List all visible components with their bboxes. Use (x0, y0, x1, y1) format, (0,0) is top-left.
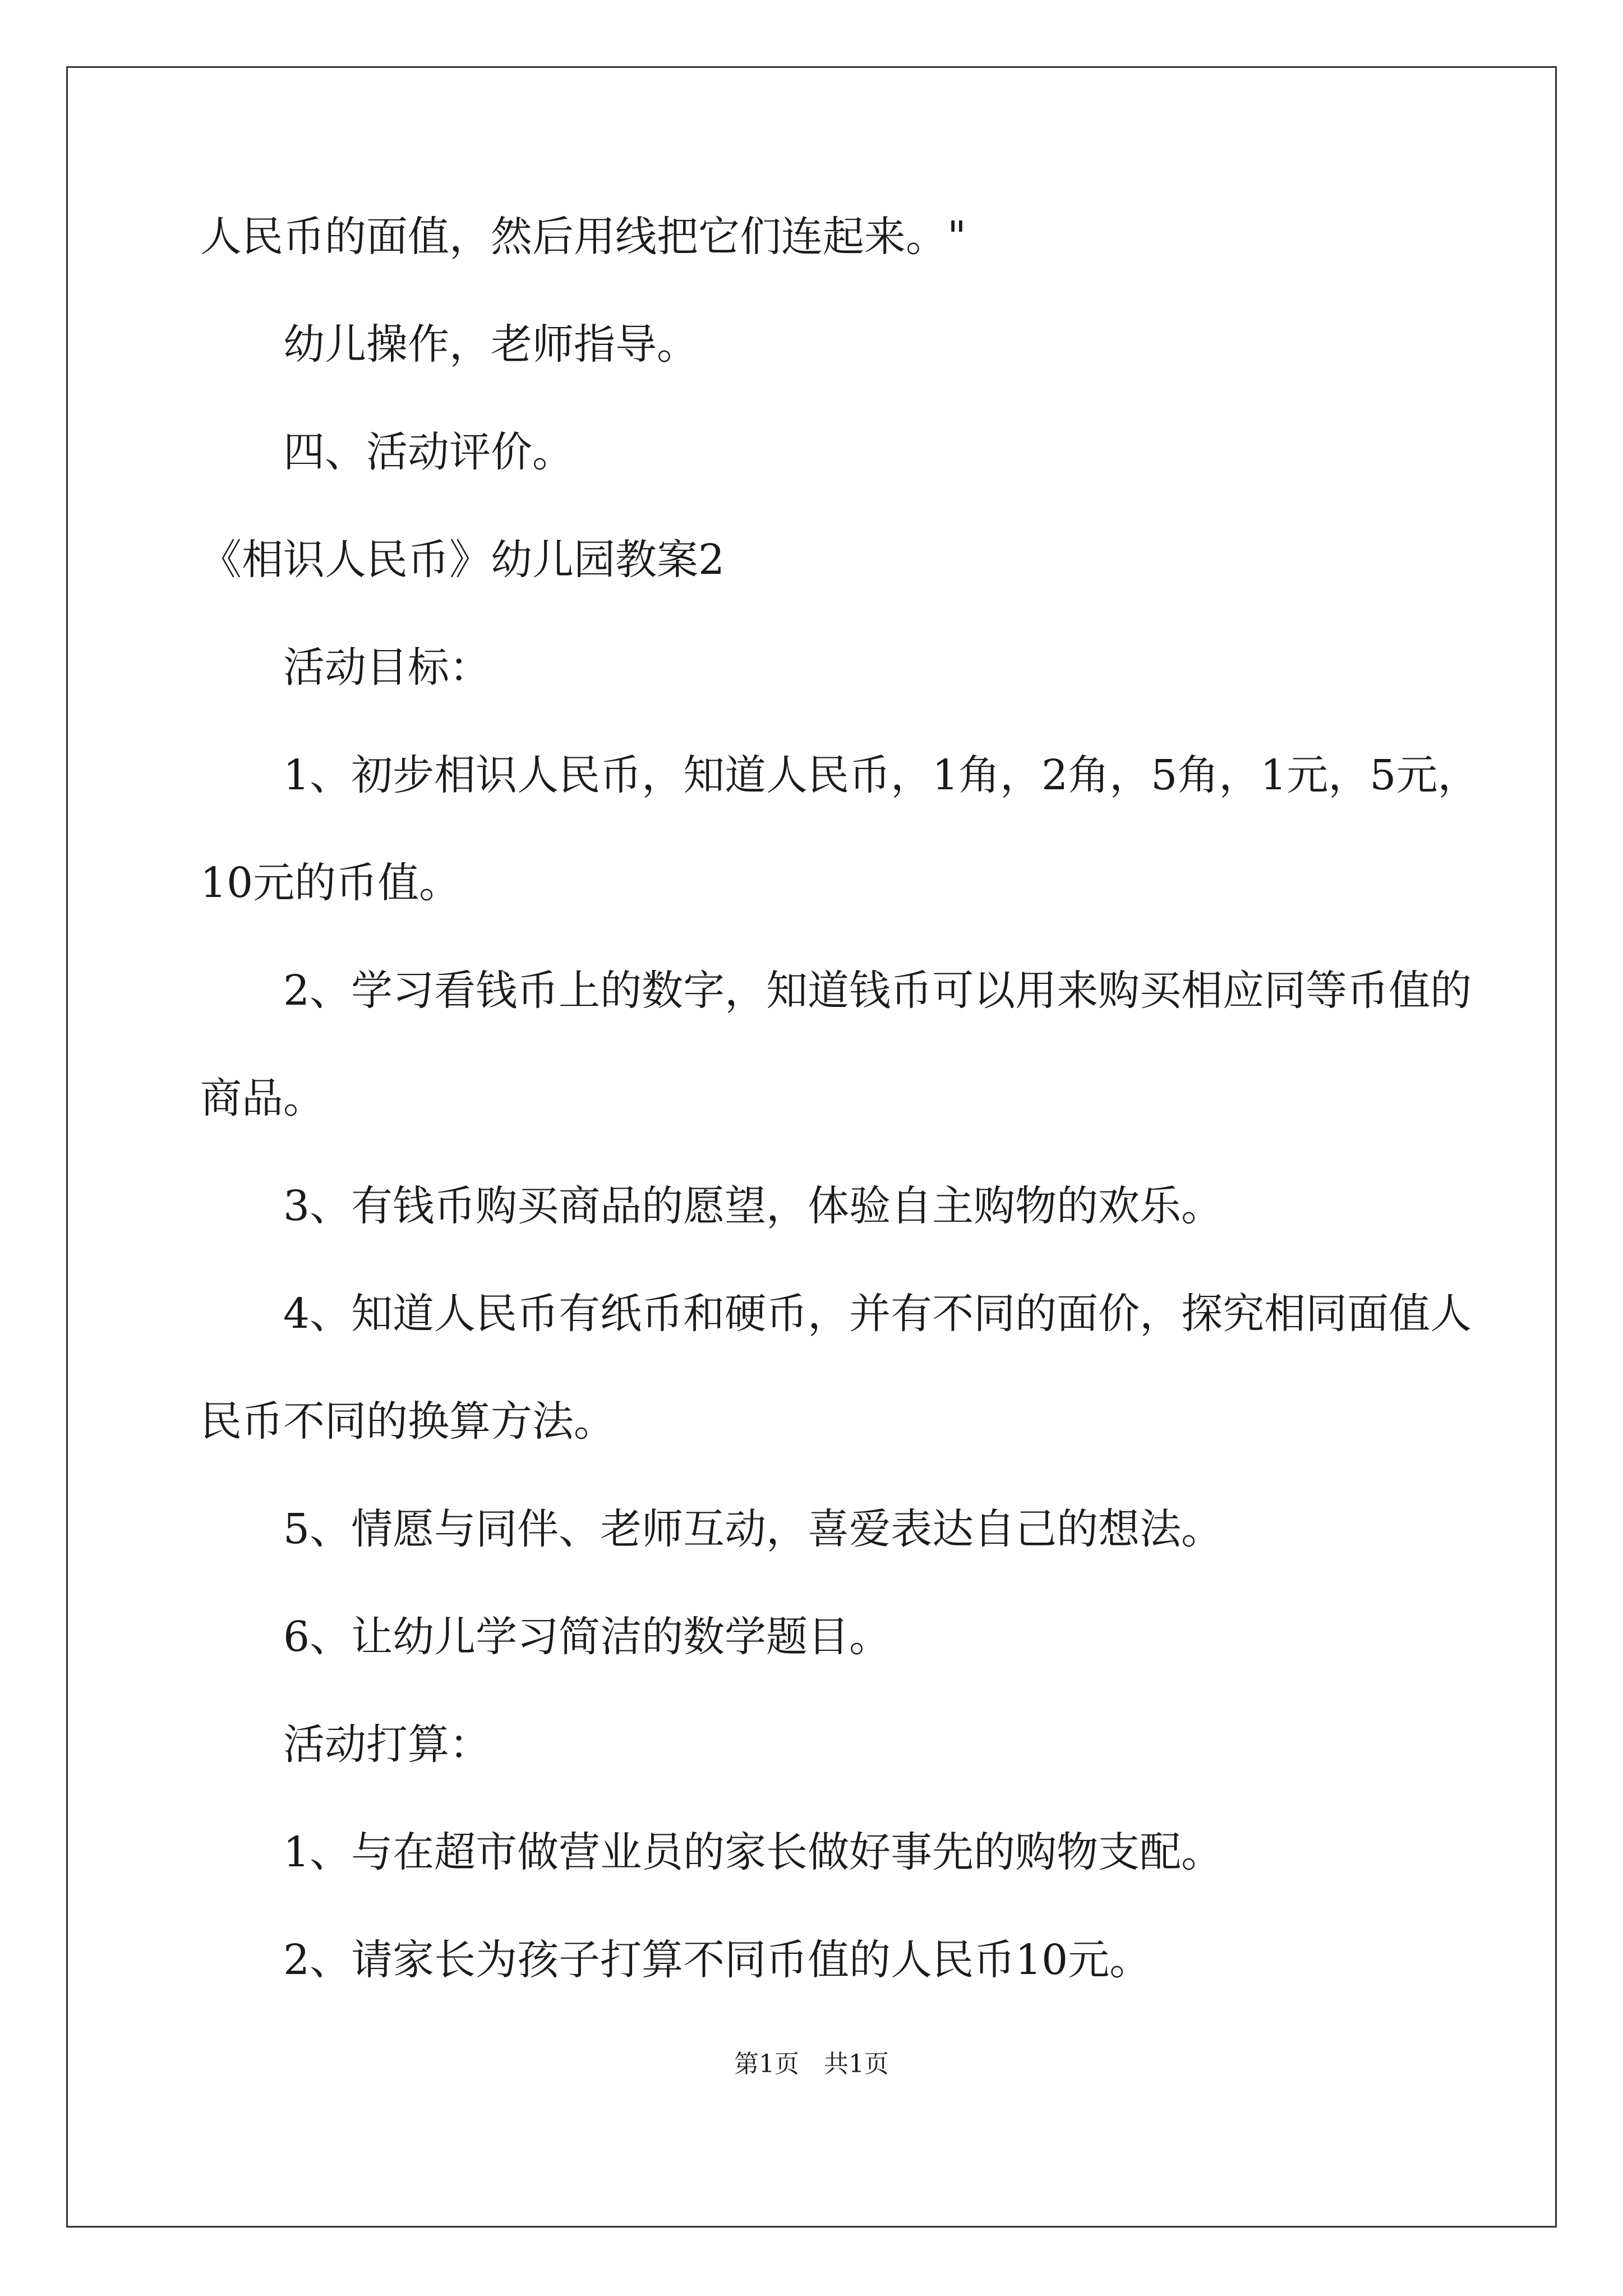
page-footer: 第1页 共1页 (734, 2050, 889, 2078)
paragraph-12: 民币不同的换算方法。 (200, 1397, 615, 1446)
paragraph-10: 3、有钱币购买商品的愿望，体验自主购物的欢乐。 (283, 1182, 1223, 1230)
section-heading: 《相识人民币》幼儿园教案2 (200, 536, 725, 584)
paragraph-13: 5、情愿与同伴、老师互动，喜爱表达自己的想法。 (283, 1505, 1223, 1553)
paragraph-5: 活动目标： (283, 643, 491, 692)
paragraph-1: 人民币的面值，然后用线把它们连起来。" (200, 213, 967, 261)
paragraph-2: 幼儿操作，老师指导。 (283, 320, 698, 369)
paragraph-9: 商品。 (200, 1074, 325, 1122)
document-body (200, 183, 1479, 2014)
paragraph-11: 4、知道人民币有纸币和硬币，并有不同的面价，探究相同面值人 (283, 1290, 1472, 1338)
paragraph-14: 6、让幼儿学习简洁的数学题目。 (283, 1613, 891, 1661)
paragraph-17: 2、请家长为孩子打算不同币值的人民币10元。 (283, 1936, 1151, 1984)
paragraph-6: 1、初步相识人民币，知道人民币，1角，2角，5角，1元，5元， (283, 751, 1479, 799)
paragraph-3: 四、活动评价。 (283, 428, 574, 476)
paragraph-16: 1、与在超市做营业员的家长做好事先的购物支配。 (283, 1828, 1223, 1876)
paragraph-8: 2、学习看钱币上的数字，知道钱币可以用来购买相应同等币值的 (283, 967, 1472, 1015)
paragraph-7: 10元的币值。 (200, 859, 461, 907)
paragraph-15: 活动打算： (283, 1720, 491, 1769)
